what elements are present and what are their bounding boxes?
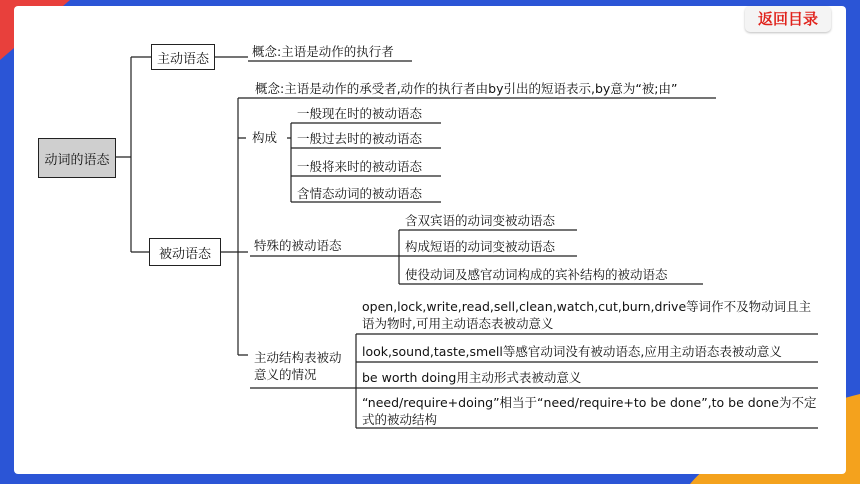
form-item: 一般过去时的被动语态	[297, 131, 423, 146]
active-form-item: “need/require+doing”相当于“need/require+to be done”,to be done为不定式的被动结构	[362, 395, 817, 427]
form-item: 一般将来时的被动语态	[297, 159, 423, 174]
form-item: 含情态动词的被动语态	[297, 186, 423, 201]
active-concept-text: 概念:主语是动作的执行者	[252, 44, 394, 59]
active-form-item: open,lock,write,read,sell,clean,watch,cut,burn,drive等词作不及物动词且主语为物时,可用主动语态表被动意义	[362, 299, 812, 331]
form-item: 一般现在时的被动语态	[297, 106, 423, 121]
form-label: 构成	[252, 130, 278, 145]
root-node: 动词的语态	[38, 138, 116, 178]
passive-voice-node: 被动语态	[149, 238, 221, 266]
special-item: 构成短语的动词变被动语态	[405, 239, 556, 254]
back-to-contents-button[interactable]: 返回目录	[745, 6, 831, 32]
special-label: 特殊的被动语态	[254, 238, 342, 253]
active-form-item: be worth doing用主动形式表被动意义	[362, 370, 582, 385]
active-voice-node: 主动语态	[151, 44, 215, 70]
special-item: 含双宾语的动词变被动语态	[405, 213, 556, 228]
passive-concept-text: 概念:主语是动作的承受者,动作的执行者由by引出的短语表示,by意为“被;由”	[255, 81, 678, 96]
active-form-label: 主动结构表被动意义的情况	[254, 350, 342, 382]
active-form-item: look,sound,taste,smell等感官动词没有被动语态,应用主动语态表被动意义	[362, 344, 782, 359]
special-item: 使役动词及感官动词构成的宾补结构的被动语态	[405, 267, 668, 282]
